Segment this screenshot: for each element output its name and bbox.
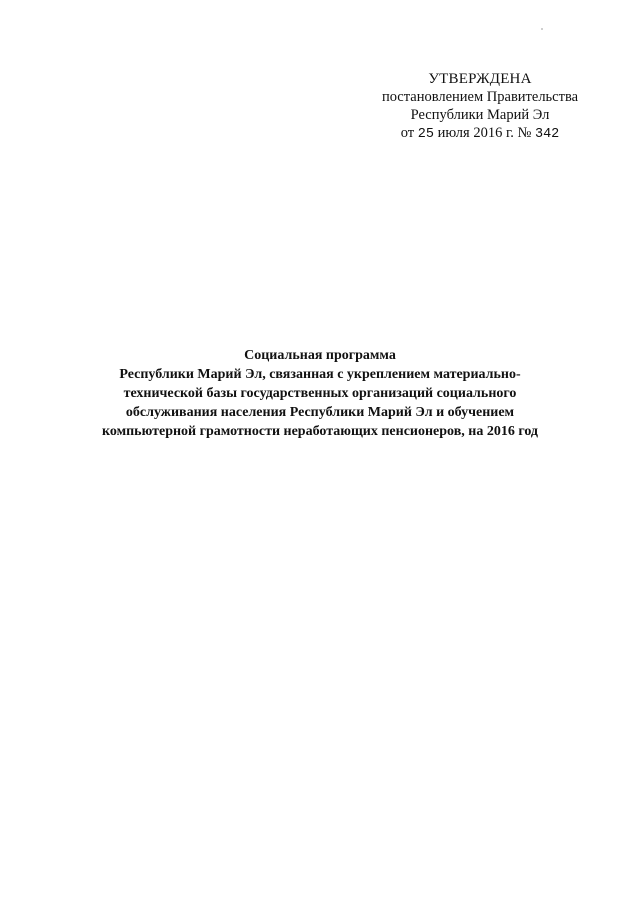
document-title-block xyxy=(60,346,580,441)
document-title: Социальная программа xyxy=(244,348,396,363)
approval-line-1: постановлением Правительства xyxy=(381,89,579,105)
approval-date-line xyxy=(360,124,600,144)
approval-stamp xyxy=(360,70,600,144)
document-subtitle-line: Республики Марий Эл, связанная с укреплением материально- xyxy=(119,367,521,382)
document-subtitle-line: обслуживания населения Республики Марий Эл и обучением xyxy=(125,405,515,420)
approval-heading: УТВЕРЖДЕНА xyxy=(428,71,532,87)
approval-date-day: 25 xyxy=(417,127,434,142)
document-subtitle-line: технической базы государственных организаций социального xyxy=(123,386,517,401)
scan-speck xyxy=(541,28,543,30)
approval-number: 342 xyxy=(534,127,560,142)
approval-date-month-year: июля 2016 г. № xyxy=(437,125,532,141)
approval-date-prefix: от xyxy=(400,125,415,141)
document-subtitle-line: компьютерной грамотности неработающих пенсионеров, на 2016 год xyxy=(101,424,539,439)
approval-line-2: Республики Марий Эл xyxy=(410,107,550,123)
